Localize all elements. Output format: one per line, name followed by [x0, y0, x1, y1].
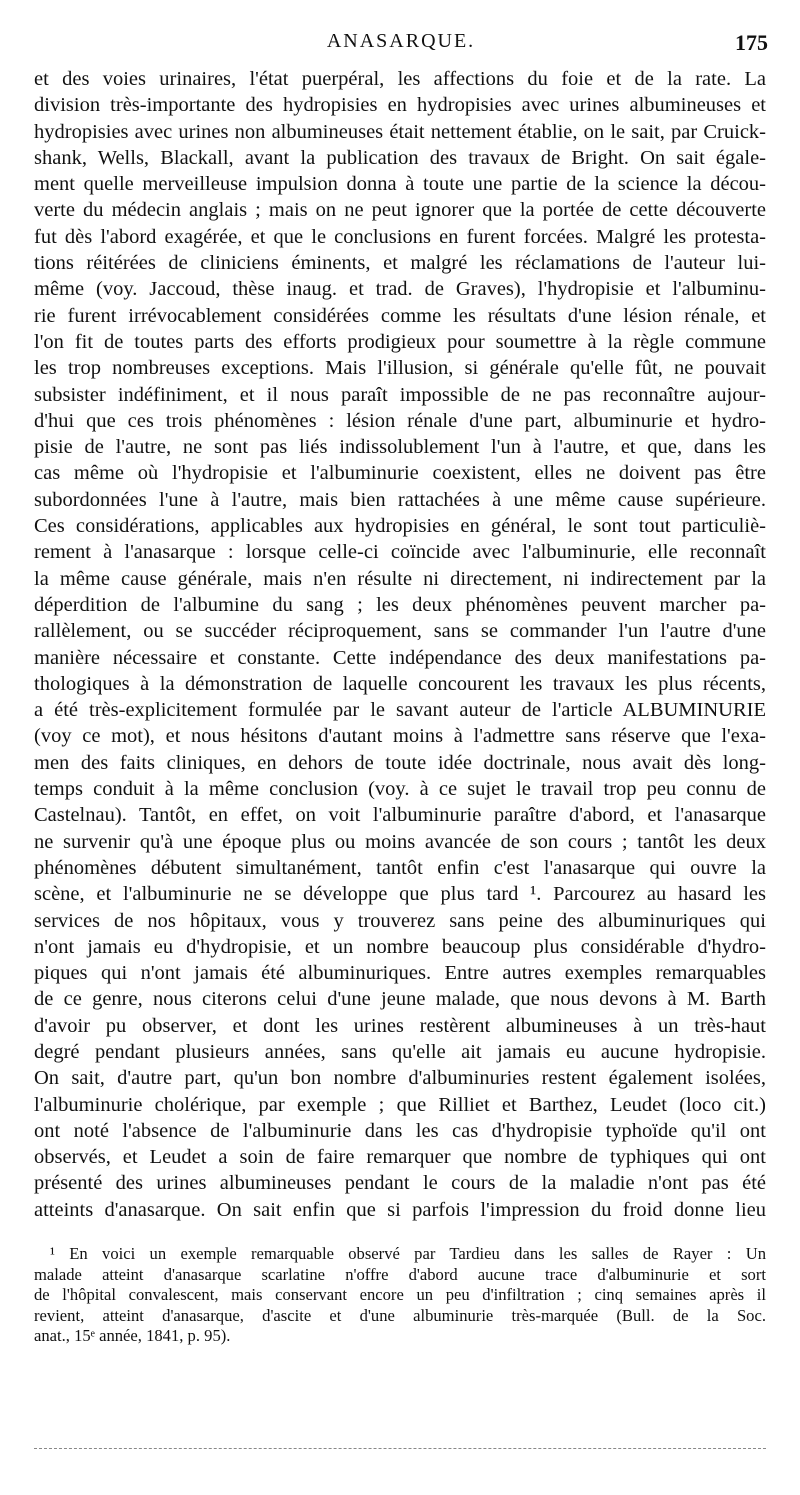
text-line: hydropisies avec urines non albumineuses était nettement établie, on le sait, par Cruick-: [34, 120, 766, 143]
text-line: verte du médecin anglais ; mais on ne peut ignorer que la portée de cette découverte: [34, 199, 766, 222]
text-line: et des voies urinaires, l'état puerpéral, les affections du foie et de la rate. La: [34, 68, 766, 90]
text-line: men des faits cliniques, en dehors de toute idée doctrinale, nous avait dès long-: [34, 751, 766, 774]
footnote-line: de l'hôpital convalescent, mais conservant encore un peu d'infiltration ; cinq semaines après il: [34, 1285, 766, 1304]
text-line: la même cause générale, mais n'en résulte ni directement, ni indirectement par la: [34, 567, 766, 590]
footnote-line: anat., 15ᵉ année, 1841, p. 95).: [34, 1326, 231, 1345]
text-line: services de nos hôpitaux, vous y trouverez sans peine des albuminuriques qui: [34, 909, 766, 932]
text-line: rement à l'anasarque : lorsque celle-ci coïncide avec l'albuminurie, elle reconnaît: [34, 541, 766, 564]
text-line: atteints d'anasarque. On sait enfin que si parfois l'impression du froid donne lieu: [34, 1198, 766, 1221]
text-line: de ce genre, nous citerons celui d'une jeune malade, que nous devons à M. Barth: [34, 988, 766, 1011]
text-line: On sait, d'autre part, qu'un bon nombre d'albuminuries restent également isolées,: [34, 1067, 766, 1090]
text-line: fut dès l'abord exagérée, et que le conclusions en furent forcées. Malgré les protesta-: [34, 225, 766, 248]
text-line: scène, et l'albuminurie ne se développe que plus tard ¹. Parcourez au hasard les: [34, 883, 766, 906]
text-line: thologiques à la démonstration de laquelle concourent les travaux les plus récents,: [34, 672, 766, 695]
running-title: ANASARQUE.: [326, 30, 476, 52]
text-line: l'albuminurie cholérique, par exemple ; que Rilliet et Barthez, Leudet (loco cit.): [34, 1093, 766, 1116]
text-line: cas même où l'hydropisie et l'albuminurie coexistent, elles ne doivent pas être: [34, 462, 766, 485]
text-line: ont noté l'absence de l'albuminurie dans les cas d'hydropisie typhoïde qu'il ont: [34, 1119, 766, 1142]
text-line: ment quelle merveilleuse impulsion donna à toute une partie de la science la décou-: [34, 173, 766, 196]
text-line: shank, Wells, Blackall, avant la publication des travaux de Bright. On sait égale-: [34, 146, 766, 169]
page-number: 175: [735, 30, 768, 55]
text-line: degré pendant plusieurs années, sans qu'elle ait jamais eu aucune hydropisie.: [34, 1040, 766, 1063]
text-line: observés, et Leudet a soin de faire remarquer que nombre de typhiques qui ont: [34, 1146, 766, 1169]
text-line: (voy ce mot), et nous hésitons d'autant moins à l'admettre sans réserve que l'exa-: [34, 725, 766, 748]
text-line: même (voy. Jaccoud, thèse inaug. et trad. de Graves), l'hydropisie et l'albuminu-: [34, 278, 766, 301]
text-line: déperdition de l'albumine du sang ; les deux phénomènes peuvent marcher pa-: [34, 593, 766, 616]
text-line: manière nécessaire et constante. Cette indépendance des deux manifestations pa-: [34, 646, 766, 669]
text-line: piques qui n'ont jamais été albuminuriques. Entre autres exemples remarquables: [34, 962, 766, 985]
footnote: [34, 1244, 766, 1347]
text-line: phénomènes débutent simultanément, tantôt enfin c'est l'anasarque qui ouvre la: [34, 856, 766, 879]
text-line: temps conduit à la même conclusion (voy. à ce sujet le travail trop peu connu de: [34, 778, 766, 801]
text-line: tions réitérées de cliniciens éminents, et malgré les réclamations de l'auteur lui-: [34, 252, 766, 275]
body-text: [34, 66, 766, 1223]
text-line: Castelnau). Tantôt, en effet, on voit l'albuminurie paraître d'abord, et l'anasarque: [34, 804, 766, 827]
footnote-line: ¹ En voici un exemple remarquable observé par Tardieu dans les salles de Rayer : Un: [50, 1244, 766, 1263]
text-line: rie furent irrévocablement considérées comme les résultats d'une lésion rénale, et: [34, 304, 766, 327]
text-line: n'ont jamais eu d'hydropisie, et un nombre beaucoup plus considérable d'hydro-: [34, 935, 766, 958]
footnote-line: revient, atteint d'anasarque, d'ascite et d'une albuminurie très-marquée (Bull. de la Soc.: [34, 1305, 766, 1325]
text-line: ne survenir qu'à une époque plus ou moins avancée de son cours ; tantôt les deux: [34, 830, 766, 853]
text-line: division très-importante des hydropisies en hydropisies avec urines albumineuses et: [34, 94, 766, 117]
text-line: pisie de l'autre, ne sont pas liés indissolublement l'un à l'autre, et que, dans les: [34, 436, 766, 459]
text-line: subordonnées l'une à l'autre, mais bien rattachées à une même cause supérieure.: [34, 488, 766, 511]
text-line: d'avoir pu observer, et dont les urines restèrent albumineuses à un très-haut: [34, 1014, 766, 1037]
text-line: Ces considérations, applicables aux hydropisies en général, le sont tout particuliè-: [34, 515, 766, 538]
text-line: les trop nombreuses exceptions. Mais l'illusion, si générale qu'elle fût, ne pouvait: [34, 357, 766, 380]
text-line: l'on fit de toutes parts des efforts prodigieux pour soumettre à la règle commune: [34, 330, 766, 353]
text-line: présenté des urines albumineuses pendant le cours de la maladie n'ont pas été: [34, 1172, 766, 1195]
footnote-line: malade atteint d'anasarque scarlatine n'offre d'abord aucune trace d'albuminurie et sort: [34, 1264, 766, 1284]
text-line: rallèlement, ou se succéder réciproquement, sans se commander l'un l'autre d'une: [34, 620, 766, 643]
text-line: a été très-explicitement formulée par le savant auteur de l'article ALBUMINURIE: [34, 699, 766, 722]
page-header: [34, 30, 768, 60]
bottom-rule: [34, 1448, 766, 1449]
text-line: d'hui que ces trois phénomènes : lésion rénale d'une part, albuminurie et hydro-: [34, 409, 766, 432]
text-line: subsister indéfiniment, et il nous paraît impossible de ne pas reconnaître aujour-: [34, 383, 766, 406]
